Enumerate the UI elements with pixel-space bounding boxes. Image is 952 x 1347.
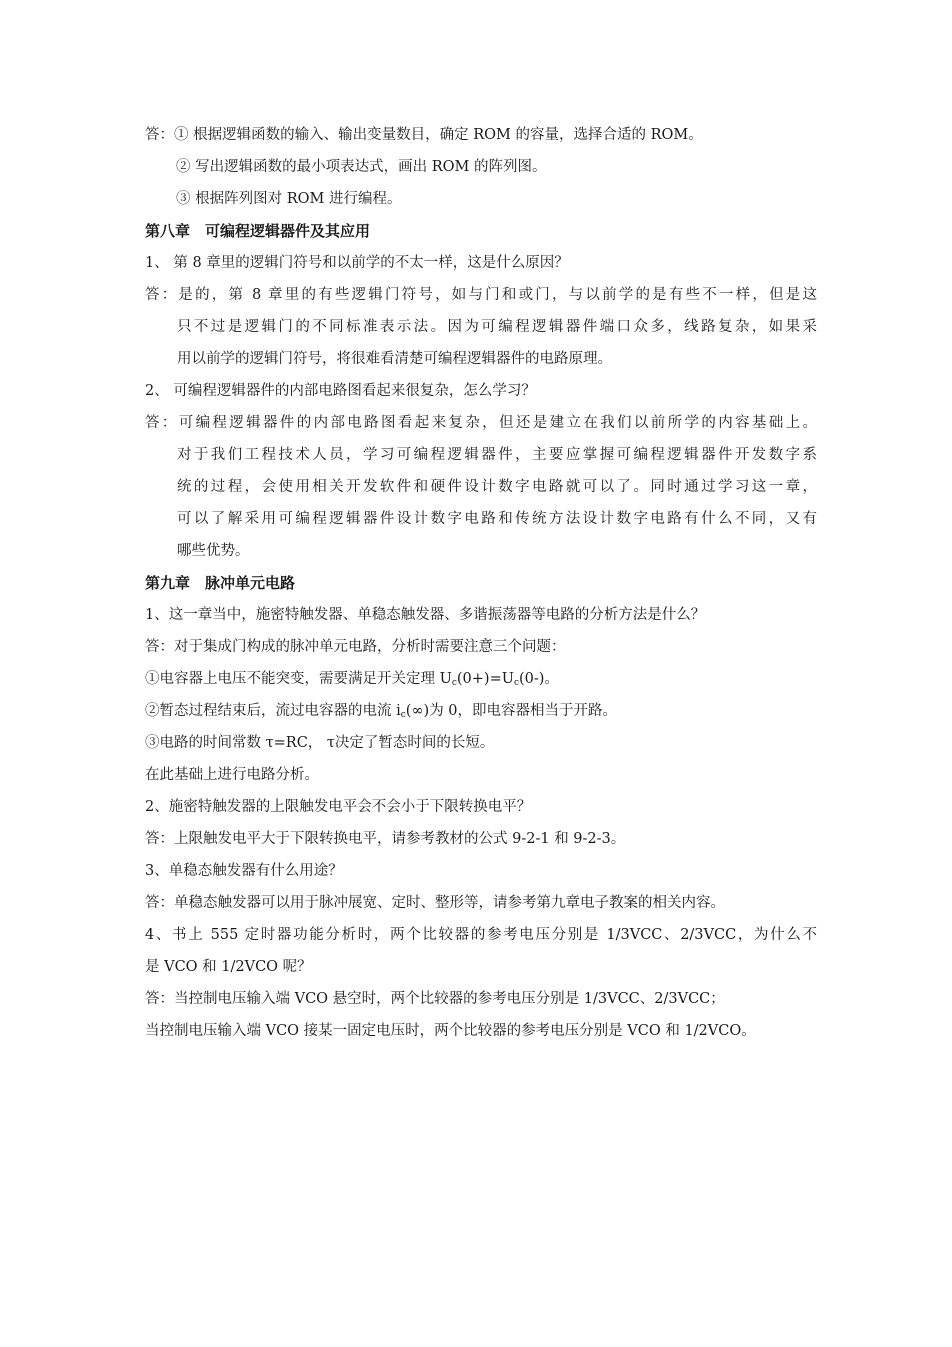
point-2-text-b: (∞)为 0，即电容器相当于开路。 <box>405 703 618 719</box>
chapter-9-heading: 第九章 脉冲单元电路 <box>145 574 296 592</box>
point-1-sub-1: c <box>451 678 457 688</box>
point-2-sub: c <box>400 710 406 720</box>
point-1-text-b: (0+)=U <box>456 671 514 687</box>
answer-8-1-line-2: 只不过是逻辑门的不同标准表示法。因为可编程逻辑器件端口众多，线路复杂，如果采 <box>177 319 817 335</box>
answer-rom-step-3: ③ 根据阵列图对 ROM 进行编程。 <box>176 191 402 207</box>
answer-8-2-line-3: 统的过程，会使用相关开发软件和硬件设计数字电路就可以了。同时通过学习这一章， <box>177 479 817 495</box>
answer-8-1-line-1: 答：是的，第 8 章里的有些逻辑门符号，如与门和或门，与以前学的是有些不一样，但是这 <box>145 287 817 303</box>
answer-8-2-line-1: 答：可编程逻辑器件的内部电路图看起来复杂，但还是建立在我们以前所学的内容基础上。 <box>145 415 817 431</box>
answer-8-2-line-5: 哪些优势。 <box>177 543 250 559</box>
answer-9-1-point-1 <box>145 669 817 693</box>
answer-8-2-line-4: 可以了解采用可编程逻辑器件设计数字电路和传统方法设计数字电路有什么不同，又有 <box>177 511 817 527</box>
point-2-text-a: ②暂态过程结束后，流过电容器的电流 i <box>145 703 401 719</box>
answer-rom-step-2: ② 写出逻辑函数的最小项表达式，画出 ROM 的阵列图。 <box>176 159 547 175</box>
answer-8-2-line-2: 对于我们工程技术人员，学习可编程逻辑器件，主要应掌握可编程逻辑器件开发数字系 <box>177 447 817 463</box>
answer-9-3: 答：单稳态触发器可以用于脉冲展宽、定时、整形等，请参考第九章电子教案的相关内容。 <box>145 895 725 911</box>
answer-9-1-point-3: ③电路的时间常数 τ=RC， τ决定了暂态时间的长短。 <box>145 735 495 751</box>
point-1-text-a: ①电容器上电压不能突变，需要满足开关定理 U <box>145 671 452 687</box>
question-8-2: 2、 可编程逻辑器件的内部电路图看起来很复杂，怎么学习？ <box>145 383 536 399</box>
answer-rom-step-1: 答：① 根据逻辑函数的输入、输出变量数目，确定 ROM 的容量，选择合适的 ROM。 <box>145 127 703 143</box>
answer-9-1-conclusion: 在此基础上进行电路分析。 <box>145 767 319 783</box>
question-9-3: 3、单稳态触发器有什么用途？ <box>145 863 343 879</box>
question-8-1: 1、 第 8 章里的逻辑门符号和以前学的不太一样，这是什么原因？ <box>145 255 569 271</box>
question-9-4-line-2: 是 VCO 和 1/2VCO 呢？ <box>145 959 312 975</box>
question-9-1: 1、这一章当中，施密特触发器、单稳态触发器、多谐振荡器等电路的分析方法是什么？ <box>145 607 706 623</box>
answer-9-1-point-2 <box>145 701 817 725</box>
point-1-text-c: (0-)。 <box>518 671 559 687</box>
answer-9-4-line-2: 当控制电压输入端 VCO 接某一固定电压时，两个比较器的参考电压分别是 VCO 和 1/2VCO。 <box>145 1023 756 1039</box>
chapter-8-heading: 第八章 可编程逻辑器件及其应用 <box>145 222 371 240</box>
answer-9-1-intro: 答：对于集成门构成的脉冲单元电路，分析时需要注意三个问题： <box>145 639 566 655</box>
answer-8-1-line-3: 用以前学的逻辑门符号，将很难看清楚可编程逻辑器件的电路原理。 <box>177 351 612 367</box>
question-9-4-line-1: 4、书上 555 定时器功能分析时，两个比较器的参考电压分别是 1/3VCC、2/3VCC，为什么不 <box>145 927 817 943</box>
answer-9-2: 答：上限触发电平大于下限转换电平，请参考教材的公式 9-2-1 和 9-2-3。 <box>145 831 626 847</box>
question-9-2: 2、施密特触发器的上限触发电平会不会小于下限转换电平？ <box>145 799 532 815</box>
answer-9-4-line-1: 答：当控制电压输入端 VCO 悬空时，两个比较器的参考电压分别是 1/3VCC、2/3VCC； <box>145 991 725 1007</box>
point-1-sub-2: c <box>513 678 519 688</box>
